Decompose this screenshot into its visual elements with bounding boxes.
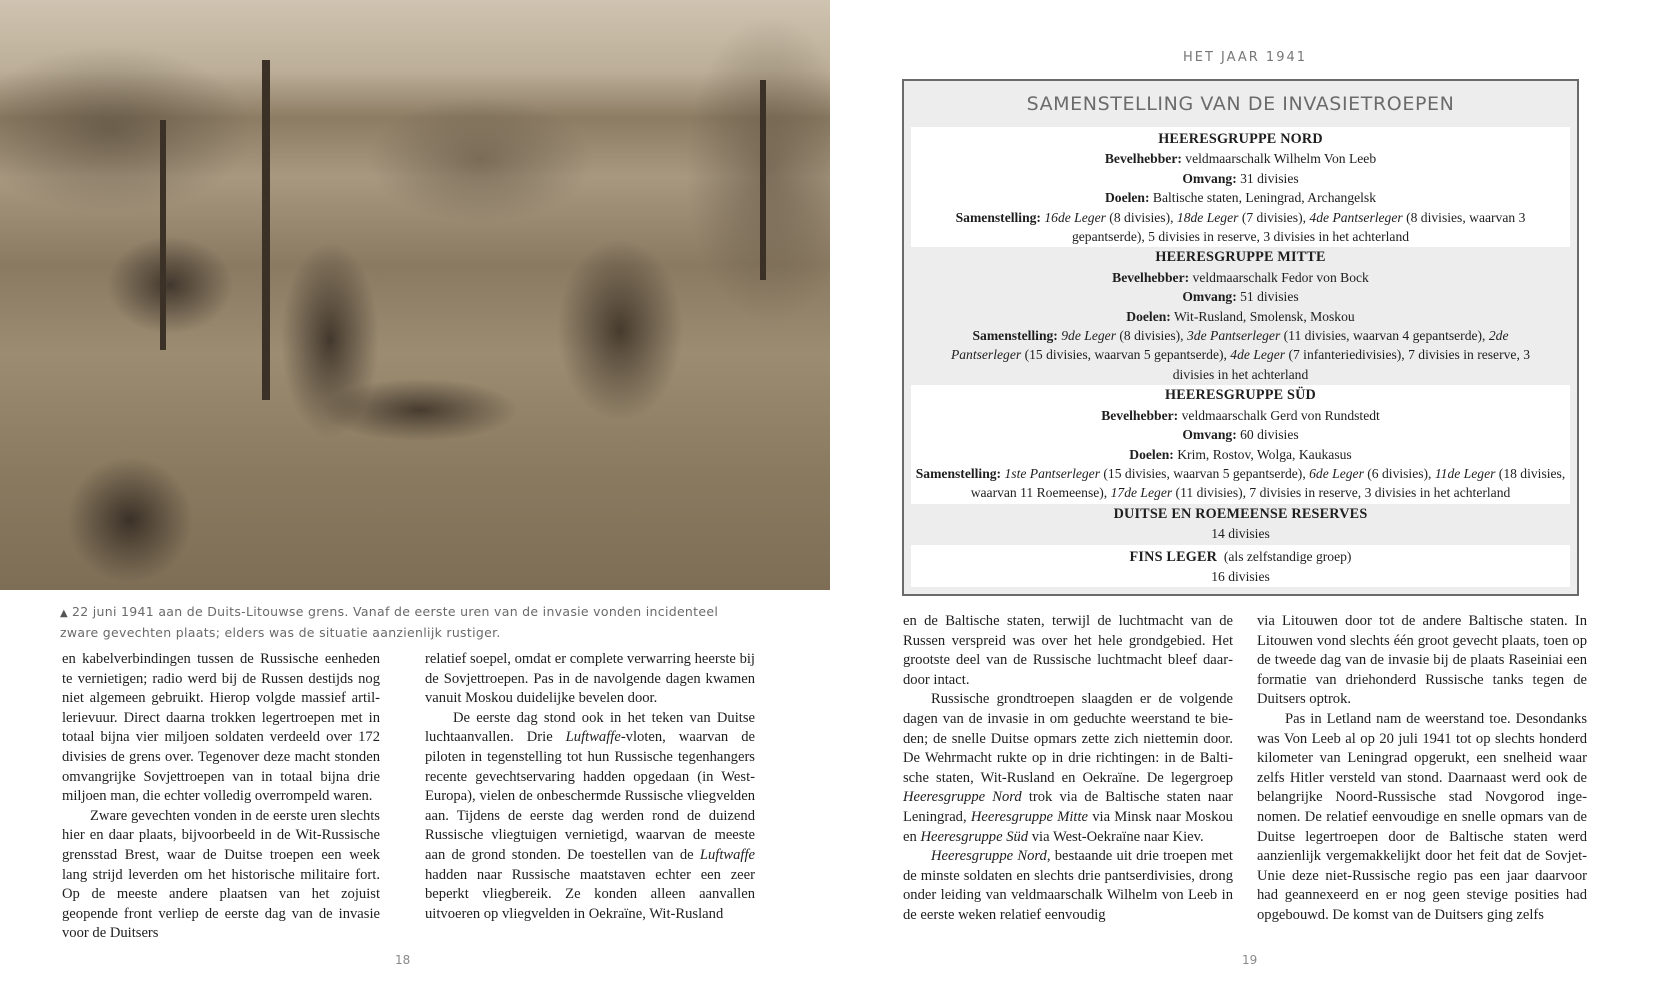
body-column-2 (425, 650, 755, 924)
running-head: HET JAAR 1941 (1182, 50, 1308, 65)
body-column-1 (62, 650, 380, 944)
goals-line: Doelen: Baltische staten, Leningrad, Archangelsk (1104, 190, 1377, 206)
paragraph: relatief soepel, omdat er complete verwarring heerste bij de Sovjettroepen. Pas in de navolgende dagen kwamen vanuit Moskou duidelijke bevelen door. (425, 651, 755, 707)
section-heading: HEERESGRUPPE NORD (1158, 131, 1323, 147)
composition-line: Samenstelling: 16de Leger (8 divisies), 18de Leger (7 divisies), 4de Pantserleger (8 divisies, waarvan 3 gepantserde), 5 divisies in reserve, 3 divisies in het achterland (955, 209, 1526, 245)
body-column-4 (1257, 612, 1587, 926)
italic-term: Heeresgruppe Süd (920, 828, 1029, 845)
size-line: 14 divisies (1211, 526, 1270, 542)
size-line: Omvang: 31 divisies (1182, 170, 1299, 186)
commander-line: Bevelhebber: veldmaarschalk Gerd von Rundstedt (1101, 407, 1380, 423)
triangle-up-icon: ▲ (60, 608, 68, 619)
section-heading: FINS LEGER (als zelfstandige groep) (1129, 548, 1352, 565)
invasion-troops-infobox (902, 79, 1579, 596)
paragraph: via Litouwen door tot de andere Baltische staten. In Litouwen vond slechts één groot gevecht plaats, toen op de tweede dag van de invasie bij de plaats Raseiniai een formatie van driehonderd Russische tanks tegen de Duitsers optrok. (1257, 613, 1587, 708)
size-line: Omvang: 51 divisies (1182, 289, 1299, 305)
italic-term: Luftwaffe (699, 846, 755, 863)
commander-line: Bevelhebber: veldmaarschalk Wilhelm Von Leeb (1104, 151, 1377, 167)
paragraph: Zware gevechten vonden in de eerste uren slechts hier en daar plaats, bijvoorbeeld in de Wit-Russische grensstad Brest, waar de Duitse troepen een week lang strijd leverden om het historische militaire fort. Op de meeste andere plaatsen van het zojuist geopende front verliep de eerste dag van de invasie voor de Duitsers (62, 807, 380, 942)
section-heeresgruppe-mitte (911, 247, 1570, 385)
photo-tree-detail (160, 120, 166, 350)
section-heeresgruppe-nord (911, 127, 1570, 247)
photo-tree-detail (262, 60, 270, 400)
body-column-3 (903, 612, 1233, 926)
section-reserves (911, 504, 1570, 545)
section-fins-leger (911, 545, 1570, 588)
photo-tree-detail (760, 80, 766, 280)
italic-term: Heeresgruppe Mitte (970, 808, 1088, 825)
italic-term: Heeresgruppe Nord (903, 789, 1022, 806)
goals-line: Doelen: Krim, Rostov, Wolga, Kaukasus (1129, 446, 1352, 462)
section-heeresgruppe-sud (911, 385, 1570, 503)
italic-term: Heeresgruppe Nord (931, 848, 1047, 865)
infobox-title: SAMENSTELLING VAN DE INVASIETROEPEN (1026, 93, 1455, 115)
page-number-left: 18 (395, 953, 411, 967)
paragraph: De eerste dag stond ook in het teken van Duitse luchtaanvallen. Drie Luftwaffe-vloten, waarvan de piloten in tegenstelling tot hun Russische tegenhangers recente gevechtservaring hadden opgedaan (in West-Europa), vielen de onbeschermde Russische vliegvelden aan. Tijdens de eerste dag werden rond de duizend Russische vliegtuigen vernietigd, waarvan de meeste aan de grond stonden. De toestellen van de Luftwaffe hadden naar Russische maatstaven echter een zeer beperkt vliegbereik. Ze konden alleen aanvallen uitvoeren op vliegvelden in Oekraïne, Wit-Rusland (425, 709, 755, 922)
size-line: 16 divisies (1211, 568, 1270, 584)
composition-line: Samenstelling: 9de Leger (8 divisies), 3de Pantserleger (11 divisies, waarvan 4 gepantserde), 2de Pantserleger (15 divisies, waarvan 5 gepantserde), 4de Leger (7 infanteriedivisies), 7 divisies in reserve, 3 divisies in het achterland (950, 328, 1531, 382)
section-heading: DUITSE EN ROEMEENSE RESERVES (1113, 505, 1368, 522)
photo-caption (60, 602, 760, 642)
paragraph: en de Baltische staten, terwijl de luchtmacht van de Russen verspreid was over het hele grondgebied. Het grootste deel van de Russische luchtmacht bleef daardoor intact. (903, 613, 1233, 688)
commander-line: Bevelhebber: veldmaarschalk Fedor von Bock (1112, 269, 1369, 285)
goals-line: Doelen: Wit-Rusland, Smolensk, Moskou (1126, 308, 1355, 324)
caption-text: 22 juni 1941 aan de Duits-Litouwse grens. Vanaf de eerste uren van de invasie vonden incidenteel zware gevechten plaats; elders was de situatie aanzienlijk rustiger. (60, 604, 719, 640)
italic-term: Luftwaffe (565, 729, 621, 746)
paragraph: Russische grondtroepen slaagden er de volgende dagen van de invasie in om geduchte weerstand te bieden; de snelle Duitse opmars zette zich niettemin door. De Wehrmacht rukte op in drie richtingen: in de Baltische staten, Wit-Rusland en Oekraïne. De legergroep Heeresgruppe Nord trok via de Baltische staten naar Leningrad, Heeresgruppe Mitte via Minsk naar Moskou en Heeresgruppe Süd via West-Oekraïne naar Kiev. (903, 691, 1233, 845)
section-heading: HEERESGRUPPE MITTE (1155, 249, 1326, 266)
page-number-right: 19 (1242, 953, 1258, 967)
soldiers-photo (0, 0, 830, 590)
paragraph: Pas in Letland nam de weerstand toe. Desondanks was Von Leeb al op 20 juli 1941 tot op slechts honderd kilometer van Leningrad opgerukt, een snelheid waar zelfs Hitler versteld van stond. Daarnaast werd ook de belangrijke Noord-Russische stad Novgorod ingenomen. De relatief eenvoudige en snelle opmars van de Duitse legertroepen door de Baltische staten werd aanzienlijk vergemakkelijkt door het feit dat de Sovjet-Unie deze niet-Russische regio pas een jaar daarvoor had geannexeerd en er nog geen stevige posities had opgebouwd. De komst van de Duitsers ging zelfs (1257, 710, 1587, 923)
section-heading: HEERESGRUPPE SÜD (1164, 387, 1316, 404)
paragraph: en kabelverbindingen tussen de Russische eenheden te vernietigen; radio werd bij de Russen destijds nog niet algemeen gebruikt. Hierop volgde massief artillerievuur. Direct daarna trokken legertroepen met in totaal bijna vier miljoen soldaten verdeeld over 172 divisies de grens over. Tegenover deze macht stonden omvangrijke Sovjettroepen van in totaal bijna drie miljoen man, die echter volledig overrompeld waren. (62, 651, 380, 805)
size-line: Omvang: 60 divisies (1182, 427, 1299, 443)
composition-line: Samenstelling: 1ste Pantserleger (15 divisies, waarvan 5 gepantserde), 6de Leger (6 divisies), 11de Leger (18 divisies, waarvan 11 Roemeense), 17de Leger (11 divisies), 7 divisies in reserve, 3 divisies in het achterland (915, 465, 1566, 501)
paragraph: Heeresgruppe Nord, bestaande uit drie troepen met de minste soldaten en slechts drie pantserdivisies, drong onder leiding van veldmaarschalk Wilhelm von Leeb in de eerste weken relatief eenvoudig (903, 848, 1233, 923)
